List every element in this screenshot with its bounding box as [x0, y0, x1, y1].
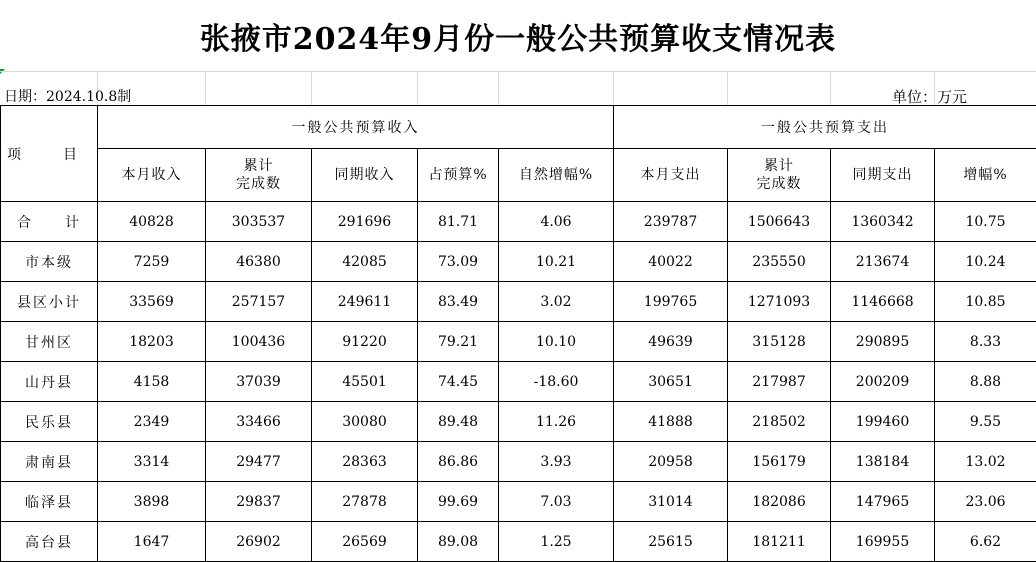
- table-cell: 25615: [614, 522, 728, 562]
- table-cell: 138184: [831, 442, 935, 482]
- column-header: 占预算%: [418, 149, 499, 202]
- table-cell: 291696: [312, 202, 418, 242]
- row-label: 合 计: [1, 202, 98, 242]
- table-cell: 10.75: [935, 202, 1036, 242]
- table-cell: 40022: [614, 242, 728, 282]
- table-cell: 91220: [312, 322, 418, 362]
- table-cell: 199765: [614, 282, 728, 322]
- table-cell: 147965: [831, 482, 935, 522]
- expense-group-header: 一般公共预算支出: [614, 106, 1036, 149]
- column-header: 增幅%: [935, 149, 1036, 202]
- column-header: [206, 149, 312, 202]
- table-cell: 257157: [206, 282, 312, 322]
- table-cell: 79.21: [418, 322, 499, 362]
- column-header: 本月支出: [614, 149, 728, 202]
- row-label: 山丹县: [1, 362, 98, 402]
- table-cell: 41888: [614, 402, 728, 442]
- row-label: 民乐县: [1, 402, 98, 442]
- table-cell: 31014: [614, 482, 728, 522]
- table-row: [1, 522, 1036, 562]
- table-cell: 10.10: [499, 322, 614, 362]
- table-cell: 18203: [98, 322, 206, 362]
- table-cell: 37039: [206, 362, 312, 402]
- date-label: 日期：2024.10.8制: [4, 86, 131, 106]
- row-label: 高台县: [1, 522, 98, 562]
- table-cell: 99.69: [418, 482, 499, 522]
- table-cell: 200209: [831, 362, 935, 402]
- table-cell: 26569: [312, 522, 418, 562]
- table-cell: 1360342: [831, 202, 935, 242]
- table-row: [1, 282, 1036, 322]
- table-cell: 33569: [98, 282, 206, 322]
- table-cell: 10.85: [935, 282, 1036, 322]
- table-cell: 4.06: [499, 202, 614, 242]
- table-cell: 303537: [206, 202, 312, 242]
- table-cell: 182086: [728, 482, 831, 522]
- table-cell: 89.48: [418, 402, 499, 442]
- report-title: 张掖市2024年9月份一般公共预算收支情况表: [0, 14, 1036, 58]
- title-row: [0, 0, 1036, 72]
- column-header-line: 累计 完成数: [728, 157, 830, 193]
- table-cell: 7259: [98, 242, 206, 282]
- table-cell: 10.24: [935, 242, 1036, 282]
- table-row: [1, 442, 1036, 482]
- table-cell: 40828: [98, 202, 206, 242]
- table-cell: 4158: [98, 362, 206, 402]
- table-cell: 23.06: [935, 482, 1036, 522]
- unit-label: 单位：万元: [892, 86, 967, 107]
- table-cell: 8.88: [935, 362, 1036, 402]
- row-label: 市本级: [1, 242, 98, 282]
- table-cell: 13.02: [935, 442, 1036, 482]
- table-cell: 239787: [614, 202, 728, 242]
- table-cell: 73.09: [418, 242, 499, 282]
- table-cell: 42085: [312, 242, 418, 282]
- table-row: [1, 362, 1036, 402]
- table-row: [1, 402, 1036, 442]
- column-header: 同期支出: [831, 149, 935, 202]
- table-cell: 29477: [206, 442, 312, 482]
- table-cell: 89.08: [418, 522, 499, 562]
- table-cell: 20958: [614, 442, 728, 482]
- table-cell: 74.45: [418, 362, 499, 402]
- table-cell: 11.26: [499, 402, 614, 442]
- table-cell: 28363: [312, 442, 418, 482]
- column-header: 自然增幅%: [499, 149, 614, 202]
- row-label: 临泽县: [1, 482, 98, 522]
- table-cell: 29837: [206, 482, 312, 522]
- table-cell: 169955: [831, 522, 935, 562]
- table-cell: 249611: [312, 282, 418, 322]
- table-row: [1, 242, 1036, 282]
- table-cell: 9.55: [935, 402, 1036, 442]
- table-cell: 1146668: [831, 282, 935, 322]
- table-cell: 100436: [206, 322, 312, 362]
- table-cell: 1506643: [728, 202, 831, 242]
- table-cell: 81.71: [418, 202, 499, 242]
- table-cell: 30651: [614, 362, 728, 402]
- table-cell: 235550: [728, 242, 831, 282]
- table-cell: 3898: [98, 482, 206, 522]
- table-cell: 3.02: [499, 282, 614, 322]
- table-cell: 7.03: [499, 482, 614, 522]
- table-cell: 1647: [98, 522, 206, 562]
- table-cell: 218502: [728, 402, 831, 442]
- table-cell: 46380: [206, 242, 312, 282]
- table-cell: 1271093: [728, 282, 831, 322]
- column-header: 同期收入: [312, 149, 418, 202]
- table-cell: 49639: [614, 322, 728, 362]
- table-cell: 217987: [728, 362, 831, 402]
- budget-table: [0, 105, 1036, 562]
- table-cell: 199460: [831, 402, 935, 442]
- table-cell: 290895: [831, 322, 935, 362]
- table-cell: 1.25: [499, 522, 614, 562]
- row-label: 肃南县: [1, 442, 98, 482]
- table-cell: 181211: [728, 522, 831, 562]
- table-cell: 213674: [831, 242, 935, 282]
- table-cell: 8.33: [935, 322, 1036, 362]
- item-header: 项 目: [1, 106, 98, 202]
- table-cell: 26902: [206, 522, 312, 562]
- table-row: [1, 482, 1036, 522]
- table-cell: 156179: [728, 442, 831, 482]
- meta-row: [0, 72, 1036, 105]
- table-row: [1, 202, 1036, 242]
- table-cell: 27878: [312, 482, 418, 522]
- table-row: [1, 322, 1036, 362]
- table-cell: 33466: [206, 402, 312, 442]
- table-cell: 45501: [312, 362, 418, 402]
- table-cell: 86.86: [418, 442, 499, 482]
- row-label: 县区小计: [1, 282, 98, 322]
- table-body: [1, 202, 1036, 562]
- table-cell: 3314: [98, 442, 206, 482]
- row-label: 甘州区: [1, 322, 98, 362]
- income-group-header: 一般公共预算收入: [98, 106, 614, 149]
- table-cell: -18.60: [499, 362, 614, 402]
- column-header-line: 累计 完成数: [206, 157, 311, 193]
- table-cell: 2349: [98, 402, 206, 442]
- column-header: [728, 149, 831, 202]
- table-cell: 10.21: [499, 242, 614, 282]
- table-cell: 315128: [728, 322, 831, 362]
- table-cell: 6.62: [935, 522, 1036, 562]
- table-cell: 30080: [312, 402, 418, 442]
- column-header: 本月收入: [98, 149, 206, 202]
- table-cell: 83.49: [418, 282, 499, 322]
- table-cell: 3.93: [499, 442, 614, 482]
